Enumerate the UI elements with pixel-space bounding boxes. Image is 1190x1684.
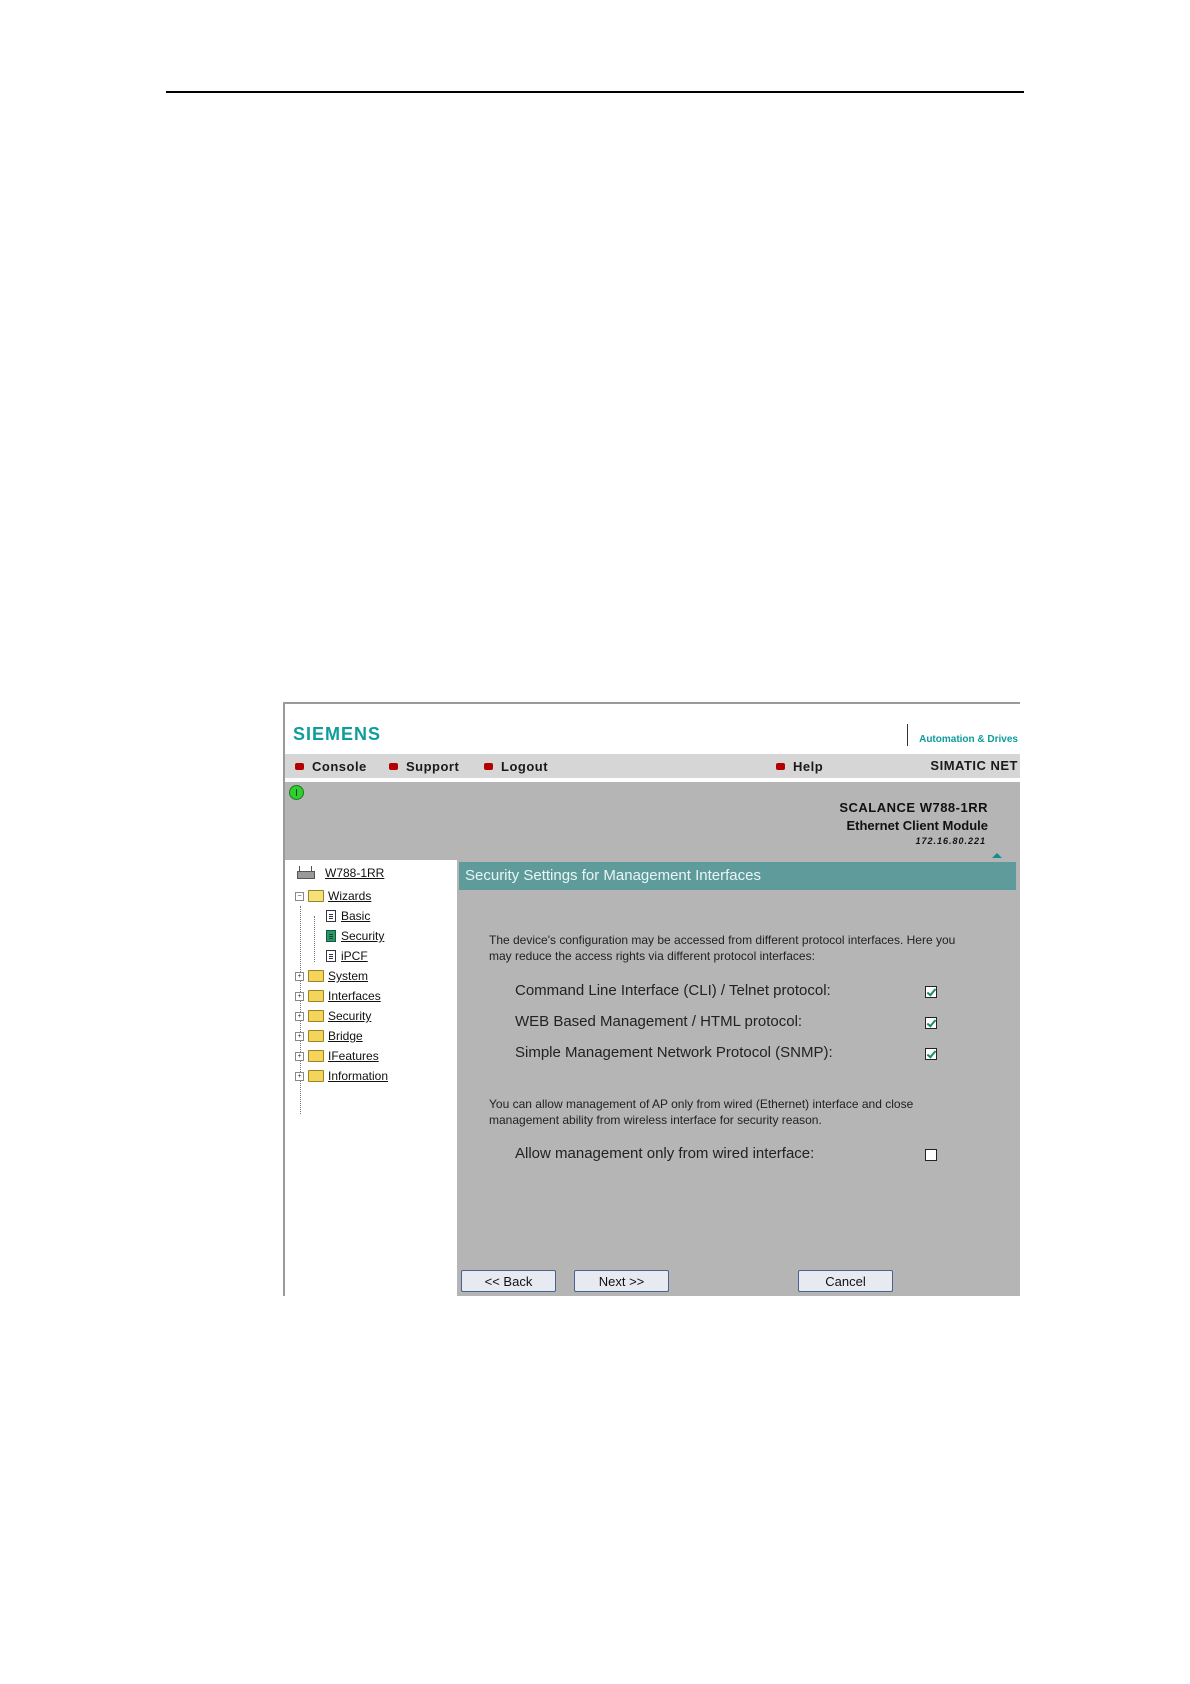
app-window bbox=[283, 702, 1020, 1296]
menu-logout-label: Logout bbox=[501, 758, 549, 774]
access-point-icon bbox=[295, 866, 317, 880]
menu-help[interactable] bbox=[776, 758, 823, 774]
tree-item-system-link[interactable]: System bbox=[328, 969, 369, 983]
expand-icon[interactable]: + bbox=[295, 972, 304, 981]
intro-text: The device's configuration may be accessed from different protocol interfaces. Here you may reduce the access rights via different protocol interfaces: bbox=[489, 933, 956, 963]
tree-connector bbox=[314, 916, 315, 962]
page-title: Security Settings for Management Interfaces bbox=[459, 862, 1016, 890]
expand-icon[interactable]: + bbox=[295, 1072, 304, 1081]
device-banner bbox=[285, 782, 1020, 860]
tree-item-interfaces-link[interactable]: Interfaces bbox=[328, 989, 381, 1003]
back-button[interactable]: << Back bbox=[461, 1270, 556, 1292]
cli-option-label: Command Line Interface (CLI) / Telnet protocol: bbox=[515, 982, 831, 999]
tree-item-information-link[interactable]: Information bbox=[328, 1069, 389, 1083]
folder-icon bbox=[308, 1050, 324, 1062]
folder-icon bbox=[308, 1010, 324, 1022]
next-button[interactable]: Next >> bbox=[574, 1270, 669, 1292]
header-divider bbox=[907, 724, 908, 746]
cancel-button[interactable]: Cancel bbox=[798, 1270, 893, 1292]
web-checkbox[interactable] bbox=[925, 1017, 937, 1029]
page-icon bbox=[326, 910, 336, 922]
page-rule bbox=[166, 91, 1024, 93]
expand-icon[interactable]: + bbox=[295, 1032, 304, 1041]
brand-label: SIMATIC NET bbox=[930, 758, 1018, 773]
folder-icon bbox=[308, 970, 324, 982]
product-module: Ethernet Client Module bbox=[846, 818, 988, 833]
tree-item-bridge-link[interactable]: Bridge bbox=[328, 1029, 363, 1043]
tree-item-basic-link[interactable]: Basic bbox=[341, 909, 371, 923]
content-panel bbox=[457, 860, 1020, 1296]
menu-help-label: Help bbox=[793, 758, 824, 774]
header bbox=[285, 704, 1020, 754]
menu-support[interactable] bbox=[389, 758, 459, 774]
bullet-icon bbox=[484, 763, 493, 770]
wired-note-text: You can allow management of AP only from wired (Ethernet) interface and close management ability from wireless interface for security reason. bbox=[489, 1097, 914, 1127]
menu-bar bbox=[285, 754, 1020, 778]
snmp-option-label: Simple Management Network Protocol (SNMP): bbox=[515, 1044, 833, 1061]
page-active-icon bbox=[326, 930, 336, 942]
folder-open-icon bbox=[308, 890, 324, 902]
tree-item-security-link[interactable]: Security bbox=[328, 1009, 372, 1023]
snmp-checkbox[interactable] bbox=[925, 1048, 937, 1060]
menu-support-label: Support bbox=[406, 758, 460, 774]
folder-icon bbox=[308, 1030, 324, 1042]
tree-item-security[interactable] bbox=[295, 1007, 371, 1025]
tree-item-wizards[interactable] bbox=[295, 887, 371, 905]
expand-icon[interactable]: + bbox=[295, 1012, 304, 1021]
page-icon bbox=[326, 950, 336, 962]
tree-item-ipcf[interactable] bbox=[326, 947, 368, 965]
tree-item-bridge[interactable] bbox=[295, 1027, 363, 1045]
menu-console[interactable] bbox=[295, 758, 367, 774]
product-name: SCALANCE W788-1RR bbox=[839, 800, 988, 815]
tree-item-information[interactable] bbox=[295, 1067, 388, 1085]
status-led-icon[interactable] bbox=[289, 785, 304, 800]
menu-logout[interactable] bbox=[484, 758, 548, 774]
bullet-icon bbox=[295, 763, 304, 770]
web-option-label: WEB Based Management / HTML protocol: bbox=[515, 1013, 803, 1030]
scroll-up-icon[interactable] bbox=[992, 853, 1002, 858]
cli-checkbox[interactable] bbox=[925, 986, 937, 998]
tree-item-basic[interactable] bbox=[326, 907, 370, 925]
expand-icon[interactable]: + bbox=[295, 1052, 304, 1061]
wired-option-label: Allow management only from wired interface: bbox=[515, 1145, 815, 1162]
expand-icon[interactable]: + bbox=[295, 992, 304, 1001]
tree-root[interactable] bbox=[295, 864, 384, 882]
division-label: Automation & Drives bbox=[919, 734, 1018, 745]
tree-item-ifeatures[interactable] bbox=[295, 1047, 379, 1065]
tree-root-link[interactable]: W788-1RR bbox=[325, 866, 385, 880]
bullet-icon bbox=[389, 763, 398, 770]
tree-item-ifeatures-link[interactable]: IFeatures bbox=[328, 1049, 379, 1063]
tree-item-system[interactable] bbox=[295, 967, 368, 985]
collapse-icon[interactable]: − bbox=[295, 892, 304, 901]
tree-item-security-wizard[interactable] bbox=[326, 927, 384, 945]
menu-console-label: Console bbox=[312, 758, 367, 774]
folder-icon bbox=[308, 1070, 324, 1082]
device-ip: 172.16.80.221 bbox=[915, 836, 986, 846]
tree-item-wizards-link[interactable]: Wizards bbox=[328, 889, 372, 903]
tree-item-ipcf-link[interactable]: iPCF bbox=[341, 949, 368, 963]
siemens-logo: SIEMENS bbox=[293, 724, 382, 744]
tree-item-security-wizard-link[interactable]: Security bbox=[341, 929, 385, 943]
bullet-icon bbox=[776, 763, 785, 770]
folder-icon bbox=[308, 990, 324, 1002]
navigation-tree bbox=[285, 860, 455, 1296]
tree-item-interfaces[interactable] bbox=[295, 987, 381, 1005]
wired-only-checkbox[interactable] bbox=[925, 1149, 937, 1161]
